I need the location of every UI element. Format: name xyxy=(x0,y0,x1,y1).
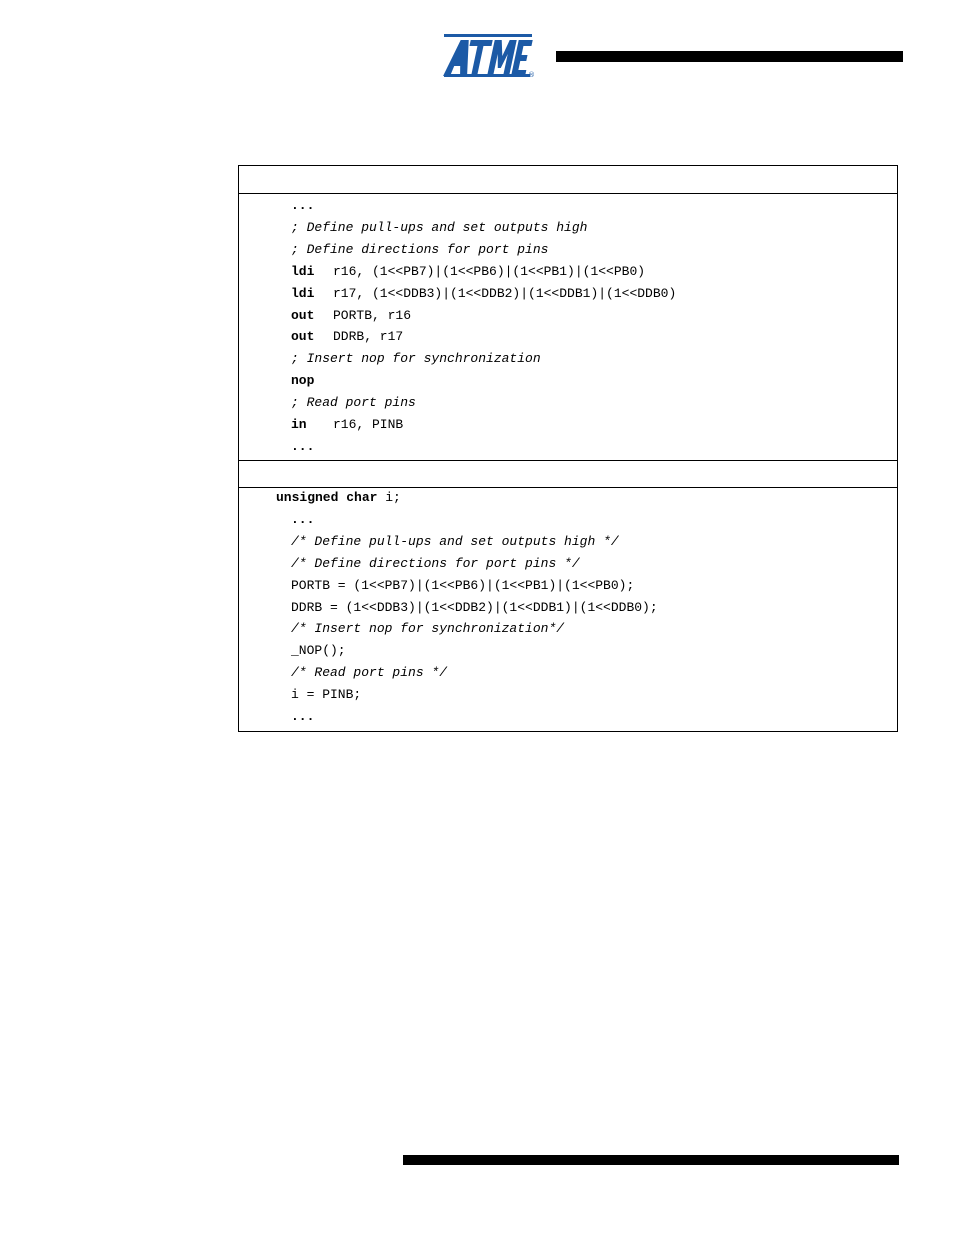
code-line xyxy=(291,439,314,455)
code-line xyxy=(291,242,548,258)
code-operands: DDRB, r17 xyxy=(333,329,404,345)
code-line xyxy=(291,417,403,433)
code-line xyxy=(291,329,403,345)
code-keyword: ... xyxy=(291,511,315,527)
code-line xyxy=(291,286,676,302)
code-mnemonic: out xyxy=(291,329,315,345)
registered-mark: ® xyxy=(528,71,535,78)
code-example-box xyxy=(238,165,898,732)
assembly-code xyxy=(239,194,897,460)
code-operands: PORTB, r16 xyxy=(333,307,412,323)
code-text: i = PINB; xyxy=(291,687,362,703)
code-line xyxy=(291,351,541,367)
code-line xyxy=(291,308,411,324)
code-line xyxy=(291,621,564,637)
code-line xyxy=(291,665,447,681)
code-comment: ; Define directions for port pins xyxy=(291,241,549,257)
c-section-header xyxy=(239,460,897,488)
code-line xyxy=(291,512,314,528)
code-line xyxy=(291,373,314,389)
code-line xyxy=(291,600,658,616)
code-operands: r17, (1<<DDB3)|(1<<DDB2)|(1<<DDB1)|(1<<DDB0) xyxy=(333,285,677,301)
atmel-logo xyxy=(442,34,536,78)
code-operands: r16, PINB xyxy=(333,417,404,432)
code-keyword: ... xyxy=(291,198,315,213)
code-comment: /* Read port pins */ xyxy=(291,665,448,681)
code-mnemonic: ldi xyxy=(291,285,315,301)
header-rule xyxy=(556,51,903,62)
code-line xyxy=(291,220,587,236)
code-comment: ; Define pull-ups and set outputs high xyxy=(291,219,588,235)
code-line xyxy=(291,264,645,280)
code-comment: /* Insert nop for synchronization*/ xyxy=(291,621,565,637)
code-keyword: ... xyxy=(291,438,315,454)
code-comment: /* Define pull-ups and set outputs high */ xyxy=(291,533,619,549)
assembly-section-header xyxy=(239,166,897,194)
code-line xyxy=(291,643,346,659)
code-line xyxy=(291,395,416,411)
code-line xyxy=(291,709,314,725)
footer-rule xyxy=(403,1155,899,1165)
code-keyword: nop xyxy=(291,373,315,389)
code-keyword: unsigned char xyxy=(276,490,378,505)
code-operands: r16, (1<<PB7)|(1<<PB6)|(1<<PB1)|(1<<PB0) xyxy=(333,263,646,279)
code-text: PORTB = (1<<PB7)|(1<<PB6)|(1<<PB1)|(1<<PB0); xyxy=(291,577,635,593)
code-mnemonic: in xyxy=(291,417,307,432)
code-mnemonic: ldi xyxy=(291,263,315,279)
code-line xyxy=(291,556,580,572)
code-text: _NOP(); xyxy=(291,643,346,659)
code-comment: ; Read port pins xyxy=(291,395,416,411)
code-line xyxy=(291,198,314,214)
code-comment: ; Insert nop for synchronization xyxy=(291,351,541,367)
code-line xyxy=(276,490,401,506)
code-keyword: ... xyxy=(291,709,315,724)
code-line xyxy=(291,687,361,703)
code-text: DDRB = (1<<DDB3)|(1<<DDB2)|(1<<DDB1)|(1<<DDB0); xyxy=(291,599,658,615)
code-line xyxy=(291,578,634,594)
code-mnemonic: out xyxy=(291,307,315,323)
code-text: i; xyxy=(377,490,401,505)
code-comment: /* Define directions for port pins */ xyxy=(291,555,580,571)
c-code xyxy=(239,488,897,731)
code-line xyxy=(291,534,619,550)
